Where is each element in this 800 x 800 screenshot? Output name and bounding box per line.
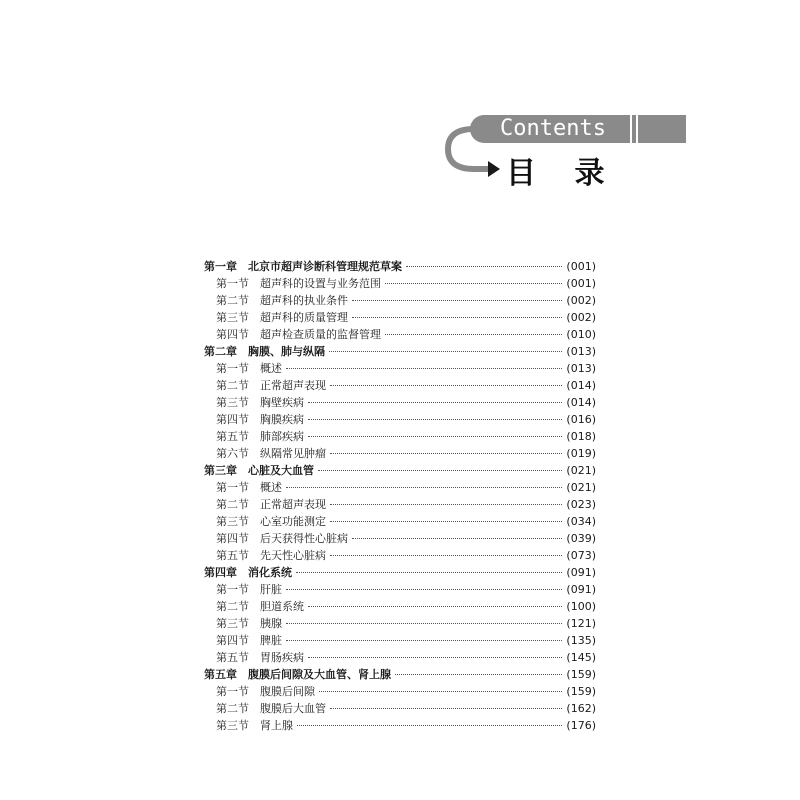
toc-entry-title: 先天性心脏病: [260, 549, 326, 562]
toc-entry-title: 消化系统: [248, 566, 292, 579]
toc-section-entry[interactable]: [204, 632, 596, 649]
toc-entry-title: 概述: [260, 481, 282, 494]
toc-entry-number: 第一节: [216, 362, 249, 375]
toc-entry-title: 胃肠疾病: [260, 651, 304, 664]
toc-section-entry[interactable]: [204, 309, 596, 326]
toc-entry-page: (091): [566, 566, 596, 579]
toc-entry-title: 胰腺: [260, 617, 282, 630]
dot-leader: [329, 351, 562, 352]
dot-leader: [330, 453, 562, 454]
page-title: 目 录: [506, 156, 619, 191]
toc-entry-page: (002): [566, 294, 596, 307]
toc-section-entry[interactable]: [204, 292, 596, 309]
dot-leader: [406, 266, 562, 267]
toc-section-entry[interactable]: [204, 394, 596, 411]
contents-label: Contents: [500, 116, 606, 141]
toc-entry-page: (159): [566, 685, 596, 698]
toc-section-entry[interactable]: [204, 411, 596, 428]
toc-entry-number: 第一章: [204, 260, 237, 273]
toc-section-entry[interactable]: [204, 479, 596, 496]
toc-entry-title: 超声科的设置与业务范围: [260, 277, 381, 290]
toc-entry-title: 胸膜、肺与纵隔: [248, 345, 325, 358]
toc-entry-number: 第三节: [216, 515, 249, 528]
toc-entry-page: (021): [566, 481, 596, 494]
toc-entry-title: 腹膜后间隙: [260, 685, 315, 698]
toc-entry-number: 第二章: [204, 345, 237, 358]
toc-entry-number: 第五节: [216, 430, 249, 443]
toc-entry-title: 概述: [260, 362, 282, 375]
toc-entry-page: (039): [566, 532, 596, 545]
toc-entry-number: 第三节: [216, 311, 249, 324]
toc-section-entry[interactable]: [204, 700, 596, 717]
toc-entry-page: (010): [566, 328, 596, 341]
toc-entry-number: 第五节: [216, 651, 249, 664]
toc-section-entry[interactable]: [204, 547, 596, 564]
toc-section-entry[interactable]: [204, 496, 596, 513]
toc-entry-title: 胆道系统: [260, 600, 304, 613]
toc-entry-number: 第二节: [216, 379, 249, 392]
toc-chapter-entry[interactable]: [204, 462, 596, 479]
toc-entry-page: (023): [566, 498, 596, 511]
toc-chapter-entry[interactable]: [204, 343, 596, 360]
dot-leader: [385, 334, 562, 335]
toc-section-entry[interactable]: [204, 428, 596, 445]
toc-section-entry[interactable]: [204, 615, 596, 632]
toc-entry-number: 第四节: [216, 413, 249, 426]
curved-arrow-icon: [440, 125, 510, 185]
toc-entry-page: (034): [566, 515, 596, 528]
toc-entry-page: (176): [566, 719, 596, 732]
toc-entry-number: 第四节: [216, 328, 249, 341]
toc-entry-page: (162): [566, 702, 596, 715]
toc-entry-number: 第二节: [216, 294, 249, 307]
dot-leader: [296, 572, 562, 573]
toc-entry-title: 超声检查质量的监督管理: [260, 328, 381, 341]
toc-entry-title: 心脏及大血管: [248, 464, 314, 477]
dot-leader: [330, 708, 562, 709]
dot-leader: [352, 538, 562, 539]
toc-entry-title: 北京市超声诊断科管理规范草案: [248, 260, 402, 273]
toc-section-entry[interactable]: [204, 649, 596, 666]
dot-leader: [308, 402, 562, 403]
toc-entry-number: 第三章: [204, 464, 237, 477]
toc-entry-title: 胸膜疾病: [260, 413, 304, 426]
dot-leader: [352, 300, 562, 301]
dot-leader: [297, 725, 562, 726]
toc-entry-title: 正常超声表现: [260, 379, 326, 392]
toc-entry-page: (018): [566, 430, 596, 443]
toc-section-entry[interactable]: [204, 445, 596, 462]
dot-leader: [308, 419, 562, 420]
toc-entry-page: (135): [566, 634, 596, 647]
toc-entry-title: 腹膜后大血管: [260, 702, 326, 715]
toc-entry-number: 第二节: [216, 498, 249, 511]
toc-entry-page: (021): [566, 464, 596, 477]
toc-entry-page: (159): [566, 668, 596, 681]
toc-entry-number: 第一节: [216, 481, 249, 494]
toc-entry-number: 第四章: [204, 566, 237, 579]
dot-leader: [308, 606, 562, 607]
banner-stripe: [636, 115, 638, 143]
toc-entry-page: (013): [566, 362, 596, 375]
toc-entry-page: (100): [566, 600, 596, 613]
toc-section-entry[interactable]: [204, 598, 596, 615]
toc-chapter-entry[interactable]: [204, 666, 596, 683]
toc-entry-page: (001): [566, 260, 596, 273]
toc-section-entry[interactable]: [204, 326, 596, 343]
toc-entry-page: (121): [566, 617, 596, 630]
dot-leader: [330, 385, 562, 386]
toc-section-entry[interactable]: [204, 513, 596, 530]
dot-leader: [286, 589, 562, 590]
toc-entry-title: 纵隔常见肿瘤: [260, 447, 326, 460]
dot-leader: [286, 640, 562, 641]
toc-entry-page: (145): [566, 651, 596, 664]
toc-section-entry[interactable]: [204, 360, 596, 377]
dot-leader: [286, 368, 562, 369]
toc-section-entry[interactable]: [204, 377, 596, 394]
toc-entry-number: 第六节: [216, 447, 249, 460]
toc-entry-number: 第四节: [216, 532, 249, 545]
toc-entry-title: 腹膜后间隙及大血管、肾上腺: [248, 668, 391, 681]
toc-entry-page: (014): [566, 396, 596, 409]
toc-entry-number: 第一节: [216, 277, 249, 290]
dot-leader: [330, 555, 562, 556]
dot-leader: [385, 283, 562, 284]
dot-leader: [330, 504, 562, 505]
dot-leader: [395, 674, 562, 675]
dot-leader: [330, 521, 562, 522]
toc-entry-title: 超声科的质量管理: [260, 311, 348, 324]
dot-leader: [318, 470, 562, 471]
toc-chapter-entry[interactable]: [204, 564, 596, 581]
toc-section-entry[interactable]: [204, 530, 596, 547]
dot-leader: [308, 436, 562, 437]
toc-entry-number: 第一节: [216, 583, 249, 596]
toc-chapter-entry[interactable]: [204, 258, 596, 275]
toc-entry-number: 第二节: [216, 600, 249, 613]
toc-entry-page: (014): [566, 379, 596, 392]
toc-entry-title: 超声科的执业条件: [260, 294, 348, 307]
dot-leader: [286, 623, 562, 624]
toc-entry-title: 胸壁疾病: [260, 396, 304, 409]
dot-leader: [308, 657, 562, 658]
toc-entry-number: 第三节: [216, 617, 249, 630]
toc-entry-number: 第三节: [216, 719, 249, 732]
toc-entry-number: 第二节: [216, 702, 249, 715]
toc-entry-page: (019): [566, 447, 596, 460]
toc-section-entry[interactable]: [204, 717, 596, 734]
toc-entry-page: (002): [566, 311, 596, 324]
table-of-contents: [204, 258, 596, 734]
dot-leader: [352, 317, 562, 318]
toc-entry-number: 第五节: [216, 549, 249, 562]
toc-entry-title: 肺部疾病: [260, 430, 304, 443]
toc-entry-number: 第四节: [216, 634, 249, 647]
toc-entry-number: 第一节: [216, 685, 249, 698]
toc-entry-title: 正常超声表现: [260, 498, 326, 511]
toc-entry-title: 肝脏: [260, 583, 282, 596]
toc-entry-number: 第五章: [204, 668, 237, 681]
toc-entry-page: (001): [566, 277, 596, 290]
toc-entry-page: (091): [566, 583, 596, 596]
banner-stripe: [630, 115, 632, 143]
toc-section-entry[interactable]: [204, 275, 596, 292]
toc-entry-page: (013): [566, 345, 596, 358]
toc-entry-title: 后天获得性心脏病: [260, 532, 348, 545]
toc-entry-title: 脾脏: [260, 634, 282, 647]
toc-entry-page: (073): [566, 549, 596, 562]
toc-header: [0, 0, 800, 200]
toc-section-entry[interactable]: [204, 683, 596, 700]
dot-leader: [319, 691, 562, 692]
toc-entry-title: 肾上腺: [260, 719, 293, 732]
toc-entry-page: (016): [566, 413, 596, 426]
toc-entry-title: 心室功能测定: [260, 515, 326, 528]
dot-leader: [286, 487, 562, 488]
toc-entry-number: 第三节: [216, 396, 249, 409]
toc-section-entry[interactable]: [204, 581, 596, 598]
